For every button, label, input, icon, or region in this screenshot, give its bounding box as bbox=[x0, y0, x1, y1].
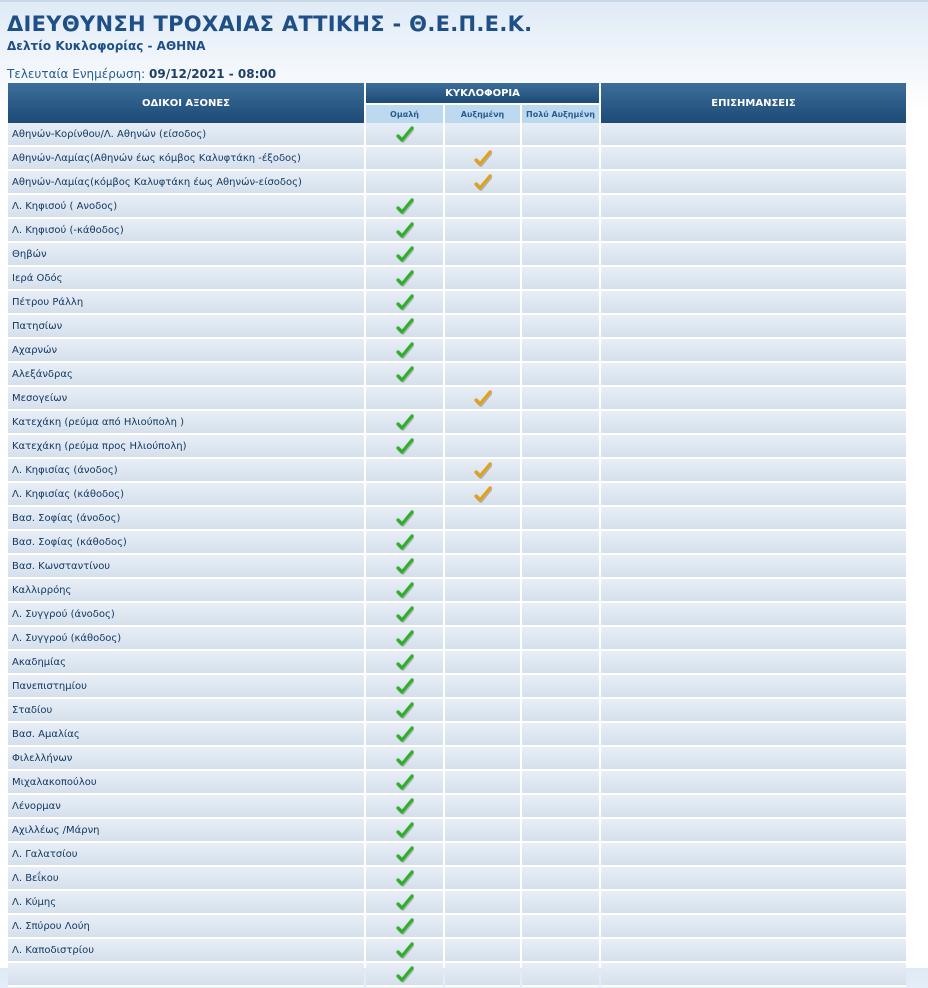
notes-cell bbox=[601, 771, 906, 795]
green-check-icon bbox=[396, 342, 414, 360]
green-check-icon bbox=[396, 846, 414, 864]
green-check-icon bbox=[396, 798, 414, 816]
notes-cell bbox=[601, 171, 906, 195]
notes-cell bbox=[601, 435, 906, 459]
notes-cell bbox=[601, 963, 906, 987]
road-name: Μιχαλακοπούλου bbox=[8, 771, 364, 795]
notes-cell bbox=[601, 555, 906, 579]
road-name: Λ. Κηφισίας (άνοδος) bbox=[8, 459, 364, 483]
notes-cell bbox=[601, 315, 906, 339]
traffic-level-cell bbox=[366, 723, 443, 747]
table-row bbox=[8, 507, 906, 531]
road-name: Βασ. Αμαλίας bbox=[8, 723, 364, 747]
green-check-icon bbox=[396, 774, 414, 792]
road-name: Λ. Κηφισού (-κάθοδος) bbox=[8, 219, 364, 243]
traffic-level-cell bbox=[445, 651, 520, 675]
table-row bbox=[8, 819, 906, 843]
traffic-level-cell bbox=[522, 195, 599, 219]
notes-cell bbox=[601, 363, 906, 387]
traffic-level-cell bbox=[366, 795, 443, 819]
table-row bbox=[8, 795, 906, 819]
traffic-level-cell bbox=[522, 819, 599, 843]
traffic-level-cell bbox=[366, 435, 443, 459]
road-name: Ακαδημίας bbox=[8, 651, 364, 675]
table-row bbox=[8, 867, 906, 891]
road-name: Κατεχάκη (ρεύμα από Ηλιούπολη ) bbox=[8, 411, 364, 435]
green-check-icon bbox=[396, 126, 414, 144]
traffic-level-cell bbox=[445, 291, 520, 315]
table-row bbox=[8, 171, 906, 195]
traffic-level-cell bbox=[445, 339, 520, 363]
road-name: Λένορμαν bbox=[8, 795, 364, 819]
table-row bbox=[8, 555, 906, 579]
road-name: Λ. Συγγρού (κάθοδος) bbox=[8, 627, 364, 651]
green-check-icon bbox=[396, 918, 414, 936]
traffic-level-cell bbox=[522, 243, 599, 267]
green-check-icon bbox=[396, 870, 414, 888]
traffic-level-cell bbox=[522, 339, 599, 363]
notes-cell bbox=[601, 291, 906, 315]
road-name: Λ. Γαλατσίου bbox=[8, 843, 364, 867]
green-check-icon bbox=[396, 966, 414, 984]
road-name: Φιλελλήνων bbox=[8, 747, 364, 771]
notes-cell bbox=[601, 867, 906, 891]
road-name: Λ. Κύμης bbox=[8, 891, 364, 915]
table-row bbox=[8, 459, 906, 483]
green-check-icon bbox=[396, 654, 414, 672]
table-row bbox=[8, 387, 906, 411]
road-name: Αχιλλέως /Μάρνη bbox=[8, 819, 364, 843]
traffic-level-cell bbox=[366, 219, 443, 243]
traffic-level-cell bbox=[366, 555, 443, 579]
traffic-level-cell bbox=[445, 627, 520, 651]
traffic-level-cell bbox=[445, 219, 520, 243]
notes-cell bbox=[601, 411, 906, 435]
road-name: Καλλιρρόης bbox=[8, 579, 364, 603]
table-row bbox=[8, 147, 906, 171]
traffic-level-cell bbox=[366, 747, 443, 771]
road-name: Θηβών bbox=[8, 243, 364, 267]
green-check-icon bbox=[396, 222, 414, 240]
traffic-level-cell bbox=[445, 795, 520, 819]
green-check-icon bbox=[396, 294, 414, 312]
traffic-level-cell bbox=[366, 267, 443, 291]
traffic-level-cell bbox=[522, 747, 599, 771]
traffic-level-cell bbox=[522, 147, 599, 171]
page-subtitle: Δελτίο Κυκλοφορίας - ΑΘΗΝΑ bbox=[7, 39, 206, 53]
traffic-level-cell bbox=[522, 267, 599, 291]
road-name: Λ. Σπύρου Λούη bbox=[8, 915, 364, 939]
column-header-roads: ΟΔΙΚΟΙ ΑΞΟΝΕΣ bbox=[8, 83, 364, 123]
notes-cell bbox=[601, 699, 906, 723]
green-check-icon bbox=[396, 246, 414, 264]
top-border bbox=[0, 0, 928, 2]
table-row bbox=[8, 939, 906, 963]
orange-check-icon bbox=[474, 150, 492, 168]
traffic-level-cell bbox=[445, 843, 520, 867]
table-row bbox=[8, 915, 906, 939]
traffic-level-cell bbox=[366, 531, 443, 555]
traffic-level-cell bbox=[366, 387, 443, 411]
table-row bbox=[8, 699, 906, 723]
notes-cell bbox=[601, 723, 906, 747]
traffic-level-cell bbox=[366, 771, 443, 795]
traffic-level-cell bbox=[522, 435, 599, 459]
last-updated-label: Τελευταία Ενημέρωση: bbox=[7, 67, 146, 81]
orange-check-icon bbox=[474, 462, 492, 480]
green-check-icon bbox=[396, 606, 414, 624]
column-header-notes: ΕΠΙΣΗΜΑΝΣΕΙΣ bbox=[601, 83, 906, 123]
table-row bbox=[8, 531, 906, 555]
notes-cell bbox=[601, 603, 906, 627]
notes-cell bbox=[601, 243, 906, 267]
table-row bbox=[8, 195, 906, 219]
green-check-icon bbox=[396, 702, 414, 720]
traffic-level-cell bbox=[366, 507, 443, 531]
traffic-level-cell bbox=[522, 315, 599, 339]
road-name: Αχαρνών bbox=[8, 339, 364, 363]
green-check-icon bbox=[396, 942, 414, 960]
notes-cell bbox=[601, 891, 906, 915]
notes-cell bbox=[601, 819, 906, 843]
traffic-level-cell bbox=[522, 507, 599, 531]
table-row bbox=[8, 891, 906, 915]
road-name: Λ. Συγγρού (άνοδος) bbox=[8, 603, 364, 627]
traffic-level-cell bbox=[445, 411, 520, 435]
notes-cell bbox=[601, 147, 906, 171]
traffic-level-cell bbox=[445, 867, 520, 891]
traffic-level-cell bbox=[445, 459, 520, 483]
green-check-icon bbox=[396, 414, 414, 432]
traffic-level-cell bbox=[445, 435, 520, 459]
level-header-very-increased: Πολύ Αυξημένη bbox=[522, 103, 599, 123]
traffic-level-cell bbox=[522, 579, 599, 603]
road-name bbox=[8, 963, 364, 987]
level-header-normal: Ομαλή bbox=[366, 103, 443, 123]
traffic-level-cell bbox=[445, 699, 520, 723]
green-check-icon bbox=[396, 510, 414, 528]
traffic-level-cell bbox=[522, 843, 599, 867]
table-row bbox=[8, 411, 906, 435]
notes-cell bbox=[601, 531, 906, 555]
traffic-level-cell bbox=[522, 171, 599, 195]
notes-cell bbox=[601, 651, 906, 675]
traffic-level-cell bbox=[366, 195, 443, 219]
traffic-level-cell bbox=[366, 963, 443, 987]
traffic-table bbox=[6, 83, 908, 987]
last-updated bbox=[7, 67, 276, 81]
green-check-icon bbox=[396, 318, 414, 336]
traffic-level-cell bbox=[366, 243, 443, 267]
table-row bbox=[8, 483, 906, 507]
road-name: Σταδίου bbox=[8, 699, 364, 723]
traffic-level-cell bbox=[522, 531, 599, 555]
notes-cell bbox=[601, 339, 906, 363]
traffic-level-cell bbox=[445, 939, 520, 963]
road-name: Λ. Βεΐκου bbox=[8, 867, 364, 891]
orange-check-icon bbox=[474, 486, 492, 504]
road-name: Αθηνών-Κορίνθου/Λ. Αθηνών (είσοδος) bbox=[8, 123, 364, 147]
table-row bbox=[8, 963, 906, 987]
traffic-level-cell bbox=[522, 771, 599, 795]
road-name: Πανεπιστημίου bbox=[8, 675, 364, 699]
notes-cell bbox=[601, 579, 906, 603]
road-name: Βασ. Σοφίας (άνοδος) bbox=[8, 507, 364, 531]
traffic-level-cell bbox=[366, 291, 443, 315]
traffic-level-cell bbox=[522, 483, 599, 507]
notes-cell bbox=[601, 915, 906, 939]
traffic-level-cell bbox=[366, 363, 443, 387]
green-check-icon bbox=[396, 366, 414, 384]
road-name: Βασ. Κωνσταντίνου bbox=[8, 555, 364, 579]
traffic-level-cell bbox=[445, 603, 520, 627]
table-row bbox=[8, 723, 906, 747]
notes-cell bbox=[601, 939, 906, 963]
column-header-traffic: ΚΥΚΛΟΦΟΡΙΑ bbox=[366, 83, 599, 103]
road-name: Αθηνών-Λαμίας(Αθηνών έως κόμβος Καλυφτάκη -έξοδος) bbox=[8, 147, 364, 171]
traffic-level-cell bbox=[366, 819, 443, 843]
traffic-level-cell bbox=[522, 675, 599, 699]
traffic-level-cell bbox=[522, 387, 599, 411]
traffic-level-cell bbox=[522, 867, 599, 891]
traffic-level-cell bbox=[366, 411, 443, 435]
traffic-level-cell bbox=[366, 171, 443, 195]
traffic-level-cell bbox=[445, 387, 520, 411]
traffic-level-cell bbox=[366, 867, 443, 891]
orange-check-icon bbox=[474, 174, 492, 192]
traffic-level-cell bbox=[522, 699, 599, 723]
road-name: Βασ. Σοφίας (κάθοδος) bbox=[8, 531, 364, 555]
notes-cell bbox=[601, 627, 906, 651]
notes-cell bbox=[601, 195, 906, 219]
traffic-level-cell bbox=[445, 507, 520, 531]
traffic-level-cell bbox=[445, 579, 520, 603]
green-check-icon bbox=[396, 726, 414, 744]
traffic-level-cell bbox=[445, 243, 520, 267]
notes-cell bbox=[601, 387, 906, 411]
traffic-level-cell bbox=[445, 675, 520, 699]
traffic-level-cell bbox=[522, 219, 599, 243]
traffic-level-cell bbox=[522, 603, 599, 627]
traffic-level-cell bbox=[522, 915, 599, 939]
traffic-level-cell bbox=[522, 411, 599, 435]
green-check-icon bbox=[396, 198, 414, 216]
road-name: Λ. Κηφισίας (κάθοδος) bbox=[8, 483, 364, 507]
green-check-icon bbox=[396, 558, 414, 576]
traffic-level-cell bbox=[366, 915, 443, 939]
traffic-level-cell bbox=[522, 651, 599, 675]
traffic-level-cell bbox=[522, 459, 599, 483]
table-row bbox=[8, 363, 906, 387]
traffic-level-cell bbox=[445, 723, 520, 747]
table-row bbox=[8, 843, 906, 867]
table-row bbox=[8, 627, 906, 651]
green-check-icon bbox=[396, 630, 414, 648]
traffic-level-cell bbox=[366, 627, 443, 651]
notes-cell bbox=[601, 843, 906, 867]
traffic-level-cell bbox=[445, 147, 520, 171]
traffic-level-cell bbox=[366, 147, 443, 171]
green-check-icon bbox=[396, 750, 414, 768]
traffic-level-cell bbox=[522, 627, 599, 651]
table-row bbox=[8, 339, 906, 363]
traffic-level-cell bbox=[445, 771, 520, 795]
notes-cell bbox=[601, 483, 906, 507]
traffic-level-cell bbox=[366, 699, 443, 723]
traffic-level-cell bbox=[366, 651, 443, 675]
traffic-level-cell bbox=[445, 891, 520, 915]
notes-cell bbox=[601, 267, 906, 291]
traffic-level-cell bbox=[366, 579, 443, 603]
road-name: Αθηνών-Λαμίας(κόμβος Καλυφτάκη έως Αθηνών-είσοδος) bbox=[8, 171, 364, 195]
traffic-level-cell bbox=[366, 675, 443, 699]
table-row bbox=[8, 267, 906, 291]
traffic-level-cell bbox=[522, 723, 599, 747]
table-row bbox=[8, 771, 906, 795]
road-name: Αλεξάνδρας bbox=[8, 363, 364, 387]
green-check-icon bbox=[396, 438, 414, 456]
road-name: Πατησίων bbox=[8, 315, 364, 339]
traffic-rows bbox=[8, 123, 906, 987]
traffic-level-cell bbox=[366, 459, 443, 483]
table-row bbox=[8, 243, 906, 267]
green-check-icon bbox=[396, 678, 414, 696]
traffic-level-cell bbox=[366, 123, 443, 147]
traffic-level-cell bbox=[366, 603, 443, 627]
traffic-level-cell bbox=[445, 819, 520, 843]
traffic-level-cell bbox=[445, 315, 520, 339]
table-row bbox=[8, 603, 906, 627]
green-check-icon bbox=[396, 582, 414, 600]
traffic-level-cell bbox=[445, 267, 520, 291]
table-row bbox=[8, 747, 906, 771]
green-check-icon bbox=[396, 270, 414, 288]
traffic-level-cell bbox=[366, 891, 443, 915]
traffic-level-cell bbox=[366, 939, 443, 963]
road-name: Πέτρου Ράλλη bbox=[8, 291, 364, 315]
traffic-level-cell bbox=[522, 291, 599, 315]
traffic-level-cell bbox=[445, 171, 520, 195]
table-row bbox=[8, 435, 906, 459]
notes-cell bbox=[601, 675, 906, 699]
table-row bbox=[8, 291, 906, 315]
table-row bbox=[8, 675, 906, 699]
traffic-level-cell bbox=[445, 195, 520, 219]
notes-cell bbox=[601, 123, 906, 147]
traffic-level-cell bbox=[366, 339, 443, 363]
green-check-icon bbox=[396, 894, 414, 912]
traffic-level-cell bbox=[366, 843, 443, 867]
table-row bbox=[8, 579, 906, 603]
notes-cell bbox=[601, 795, 906, 819]
traffic-level-cell bbox=[445, 483, 520, 507]
traffic-level-cell bbox=[445, 915, 520, 939]
last-updated-value: 09/12/2021 - 08:00 bbox=[149, 67, 277, 81]
notes-cell bbox=[601, 747, 906, 771]
traffic-level-cell bbox=[445, 747, 520, 771]
orange-check-icon bbox=[474, 390, 492, 408]
traffic-level-cell bbox=[366, 483, 443, 507]
traffic-level-cell bbox=[522, 891, 599, 915]
traffic-level-cell bbox=[445, 531, 520, 555]
traffic-level-cell bbox=[522, 795, 599, 819]
road-name: Κατεχάκη (ρεύμα προς Ηλιούπολη) bbox=[8, 435, 364, 459]
notes-cell bbox=[601, 507, 906, 531]
traffic-level-cell bbox=[522, 963, 599, 987]
table-row bbox=[8, 123, 906, 147]
traffic-level-cell bbox=[445, 555, 520, 579]
notes-cell bbox=[601, 459, 906, 483]
road-name: Μεσογείων bbox=[8, 387, 364, 411]
table-row bbox=[8, 651, 906, 675]
notes-cell bbox=[601, 219, 906, 243]
traffic-level-cell bbox=[445, 363, 520, 387]
road-name: Ιερά Οδός bbox=[8, 267, 364, 291]
table-row bbox=[8, 315, 906, 339]
traffic-level-cell bbox=[445, 963, 520, 987]
green-check-icon bbox=[396, 534, 414, 552]
traffic-level-cell bbox=[522, 555, 599, 579]
traffic-level-cell bbox=[366, 315, 443, 339]
page-title: ΔΙΕΥΘΥΝΣΗ ΤΡΟΧΑΙΑΣ ΑΤΤΙΚΗΣ - Θ.Ε.Π.Ε.Κ. bbox=[7, 12, 533, 36]
road-name: Λ. Καποδιστρίου bbox=[8, 939, 364, 963]
traffic-level-cell bbox=[522, 939, 599, 963]
green-check-icon bbox=[396, 822, 414, 840]
traffic-level-cell bbox=[522, 123, 599, 147]
traffic-level-cell bbox=[445, 123, 520, 147]
table-row bbox=[8, 219, 906, 243]
road-name: Λ. Κηφισού ( Ανοδος) bbox=[8, 195, 364, 219]
level-header-increased: Αυξημένη bbox=[445, 103, 520, 123]
traffic-level-cell bbox=[522, 363, 599, 387]
